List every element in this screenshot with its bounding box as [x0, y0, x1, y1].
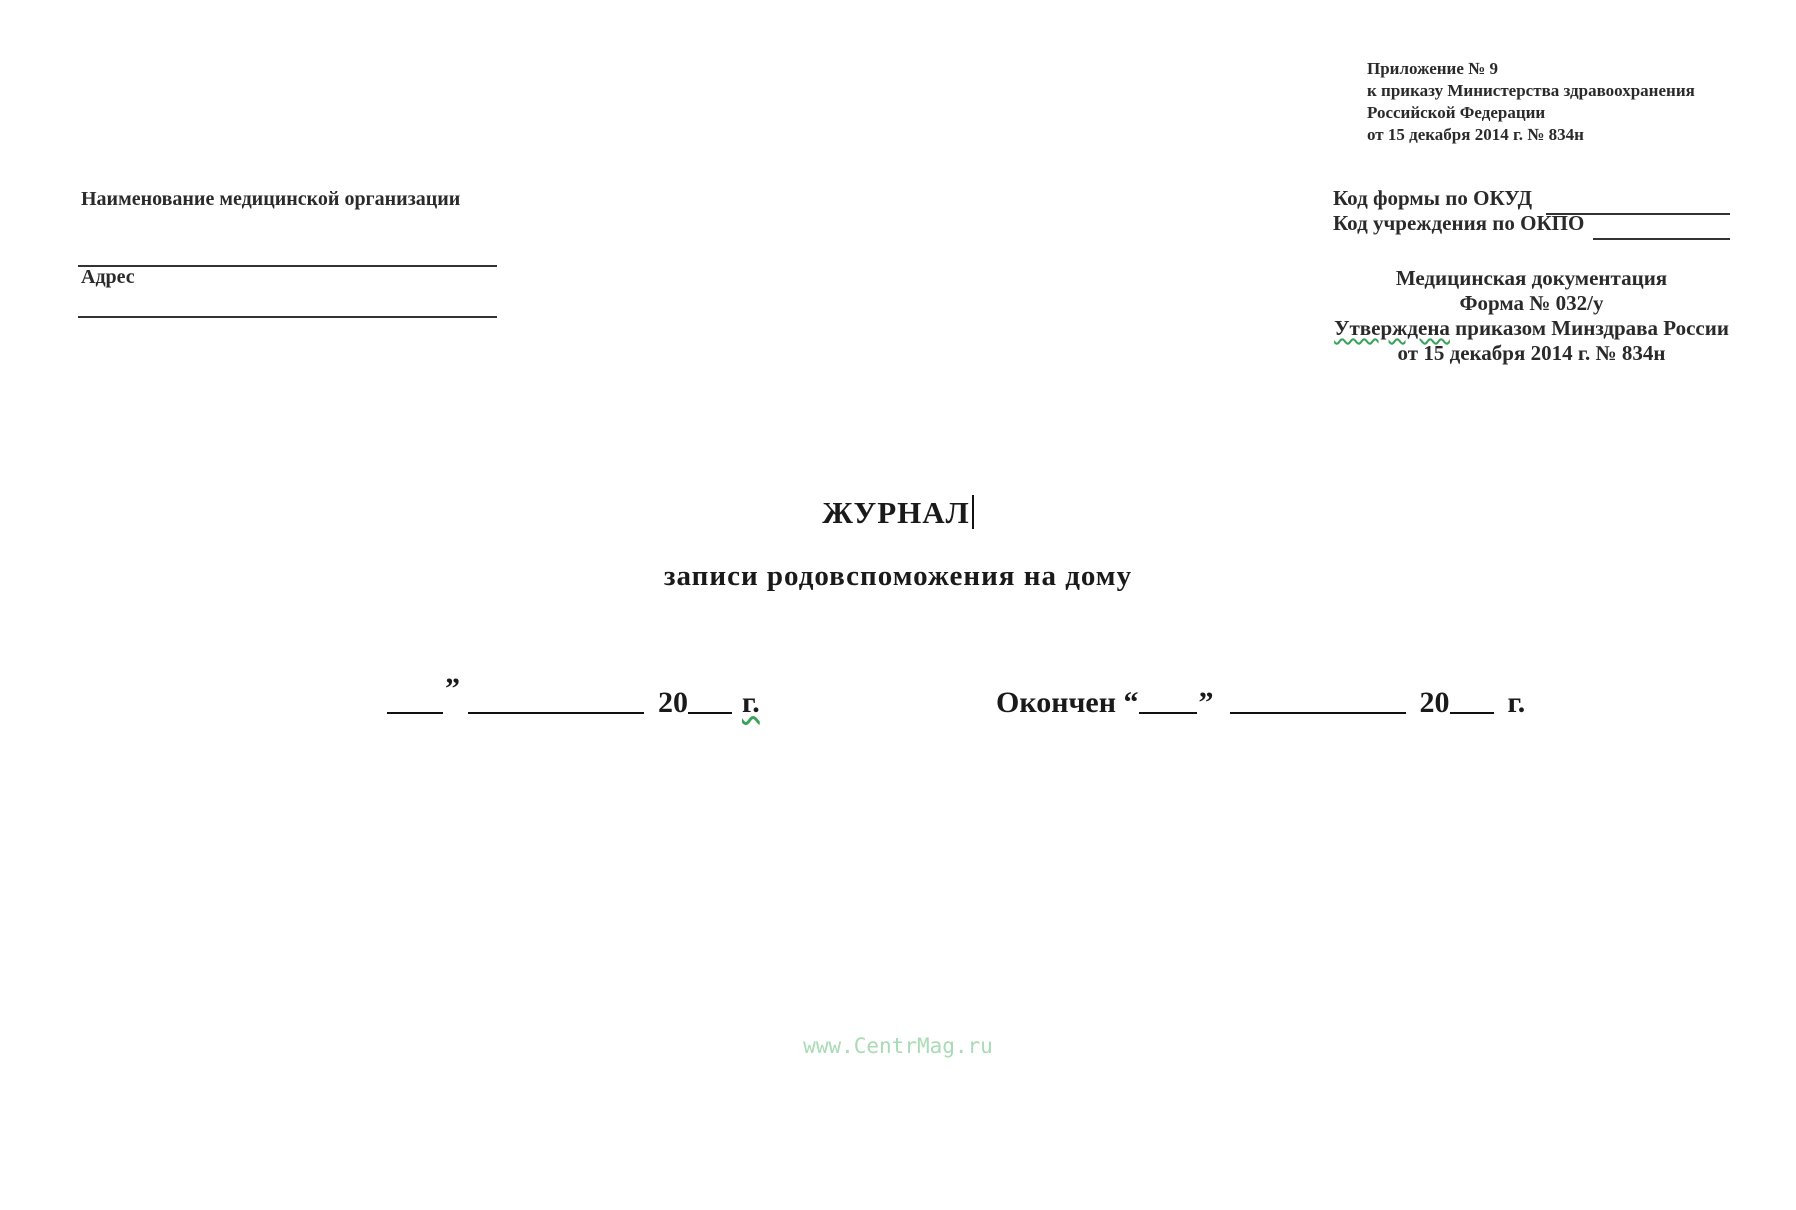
- okpo-label: Код учреждения по ОКПО: [1333, 211, 1585, 235]
- address-label: Адрес: [81, 266, 135, 288]
- med-doc-line-4: от 15 декабря 2014 г. № 834н: [1397, 341, 1666, 365]
- okud-row: [1333, 186, 1584, 211]
- appendix-line-4: от 15 декабря 2014 г. № 834н: [1367, 125, 1584, 144]
- start-year-blank: [688, 688, 732, 714]
- start-year-prefix: 20: [658, 686, 688, 719]
- watermark: www.CentrMag.ru: [803, 1034, 993, 1058]
- page-title: [0, 495, 1796, 531]
- start-month-blank: [468, 688, 644, 714]
- okud-line: [1546, 213, 1730, 215]
- end-year-suffix: г.: [1507, 686, 1526, 719]
- start-quote: ”: [445, 672, 460, 705]
- start-day-blank: [387, 688, 443, 714]
- start-year-suffix: г.: [742, 686, 760, 719]
- appendix-line-1: Приложение № 9: [1367, 59, 1498, 78]
- ended-label: Окончен “: [996, 686, 1139, 719]
- end-month-blank: [1230, 688, 1406, 714]
- start-date-row: [387, 672, 760, 720]
- okpo-line: [1593, 238, 1730, 240]
- med-doc-line-3: [1333, 316, 1730, 341]
- end-quote: ”: [1198, 686, 1214, 719]
- form-codes: [1333, 186, 1584, 236]
- organization-name-line: [78, 265, 497, 267]
- appendix-line-3: Российской Федерации: [1367, 103, 1546, 122]
- end-day-blank: [1139, 688, 1197, 714]
- end-date-row: [996, 686, 1525, 720]
- organization-name-label: Наименование медицинской организации: [81, 188, 461, 210]
- appendix-note: [1367, 58, 1695, 146]
- text-cursor: [972, 495, 974, 529]
- medical-documentation-block: [1333, 266, 1730, 366]
- appendix-line-2: к приказу Министерства здравоохранения: [1367, 81, 1695, 100]
- address-line: [78, 316, 497, 318]
- approved-rest: приказом Минздрава России: [1449, 316, 1729, 340]
- end-year-prefix: 20: [1419, 686, 1450, 719]
- med-doc-line-2: Форма № 032/у: [1459, 291, 1604, 315]
- page-subtitle: записи родовспоможения на дому: [663, 560, 1133, 592]
- title-text: ЖУРНАЛ: [822, 495, 970, 530]
- end-year-blank: [1450, 688, 1494, 714]
- approved-word: Утверждена: [1334, 316, 1450, 340]
- med-doc-line-1: Медицинская документация: [1395, 266, 1668, 290]
- okud-label: Код формы по ОКУД: [1333, 186, 1533, 210]
